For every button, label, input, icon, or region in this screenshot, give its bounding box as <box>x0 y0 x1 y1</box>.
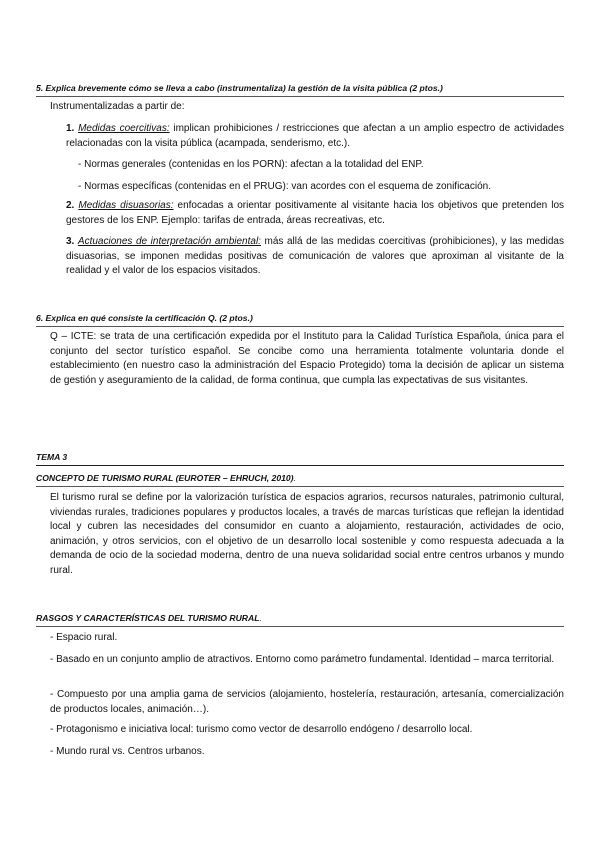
trait-item: - Protagonismo e iniciativa local: turismo como vector de desarrollo endógeno / desarrollo local. <box>50 724 473 735</box>
question-5-heading: 5. Explica brevemente cómo se lleva a cabo (instrumentaliza) la gestión de la visita pública (2 ptos.) <box>36 82 564 97</box>
item-2-text: enfocadas a orientar positivamente al visitante hacia los objetivos que pretenden los gestores de los ENP. Ejemplo: tarifas de entrada, áreas recreativas, etc. <box>66 200 565 226</box>
trait-item: - Basado en un conjunto amplio de atractivos. Entorno como parámetro fundamental. Identidad – marca territorial. <box>50 654 555 665</box>
trait-item: - Espacio rural. <box>50 632 118 643</box>
q5-item-3 <box>66 235 564 279</box>
concept-body: El turismo rural se define por la valorización turística de espacios agrarios, recursos naturales, patrimonio cultural, viviendas rurales, tradiciones populares y productos locales, a través de marcas turísticas que reflejan la identidad local y cubren las necesidades del consumidor en cuanto a alojamiento, restauración, actividades de ocio, animación, y otros servicios, con el objetivo de un desarrollo local sostenible y como respuesta adecuada a la demanda de ocio de la sociedad moderna, dentro de una nueva solidaridad social entre centros urbanos y mundo rural. <box>50 492 564 576</box>
question-6-heading: 6. Explica en qué consiste la certificación Q. (2 ptos.) <box>36 312 564 327</box>
q6-body: Q – ICTE: se trata de una certificación expedida por el Instituto para la Calidad Turística Española, única para el conjunto del sector turístico español. Se concibe como una herramienta totalmente voluntaria donde el establecimiento (en nuestro caso la administración del Espacio Protegido) toma la decisión de aplicar un sistema de gestión y aseguramiento de la calidad, de forma continua, que cumpla las expectativas de sus visitantes. <box>50 331 564 386</box>
item-1-term: Medidas coercitivas: <box>78 123 170 134</box>
concept-heading: CONCEPTO DE TURISMO RURAL (EUROTER – EHRUCH, 2010). <box>36 472 564 487</box>
q5-intro: Instrumentalizadas a partir de: <box>50 101 185 112</box>
item-3-number: 3. <box>66 236 75 247</box>
traits-heading-text: RASGOS Y CARACTERÍSTICAS DEL TURISMO RURAL <box>36 613 260 623</box>
item-2-term: Medidas disuasorias: <box>78 200 174 211</box>
tema-label: TEMA 3 <box>36 451 564 466</box>
q5-subitem-2: - Normas específicas (contenidas en el PRUG): van acordes con el esquema de zonificación. <box>78 181 491 192</box>
item-3-term: Actuaciones de interpretación ambiental: <box>77 236 261 247</box>
item-1-text: implican prohibiciones / restricciones que afectan a un amplio espectro de actividades relacionadas con la visita pública (acampada, senderismo, etc.). <box>66 123 564 149</box>
trait-item: - Mundo rural vs. Centros urbanos. <box>50 746 205 757</box>
trait-item: - Compuesto por una amplia gama de servicios (alojamiento, hostelería, restauración, artesanía, comercialización de productos locales, animación…). <box>50 689 564 715</box>
concept-heading-text: CONCEPTO DE TURISMO RURAL (EUROTER – EHRUCH, 2010) <box>36 473 294 483</box>
item-1-number: 1. <box>66 123 75 134</box>
q5-item-1 <box>66 122 564 151</box>
item-3-text: más allá de las medidas coercitivas (prohibiciones), y las medidas disuasorias, se imponen medidas positivas de comunicación de valores que aproximan al visitante de la realidad y el valor de los espacios visitados. <box>66 236 564 277</box>
traits-heading: RASGOS Y CARACTERÍSTICAS DEL TURISMO RURAL. <box>36 612 564 627</box>
q5-item-2 <box>66 199 564 228</box>
q5-subitem-1: - Normas generales (contenidas en los PORN): afectan a la totalidad del ENP. <box>78 159 424 170</box>
item-2-number: 2. <box>66 200 75 211</box>
